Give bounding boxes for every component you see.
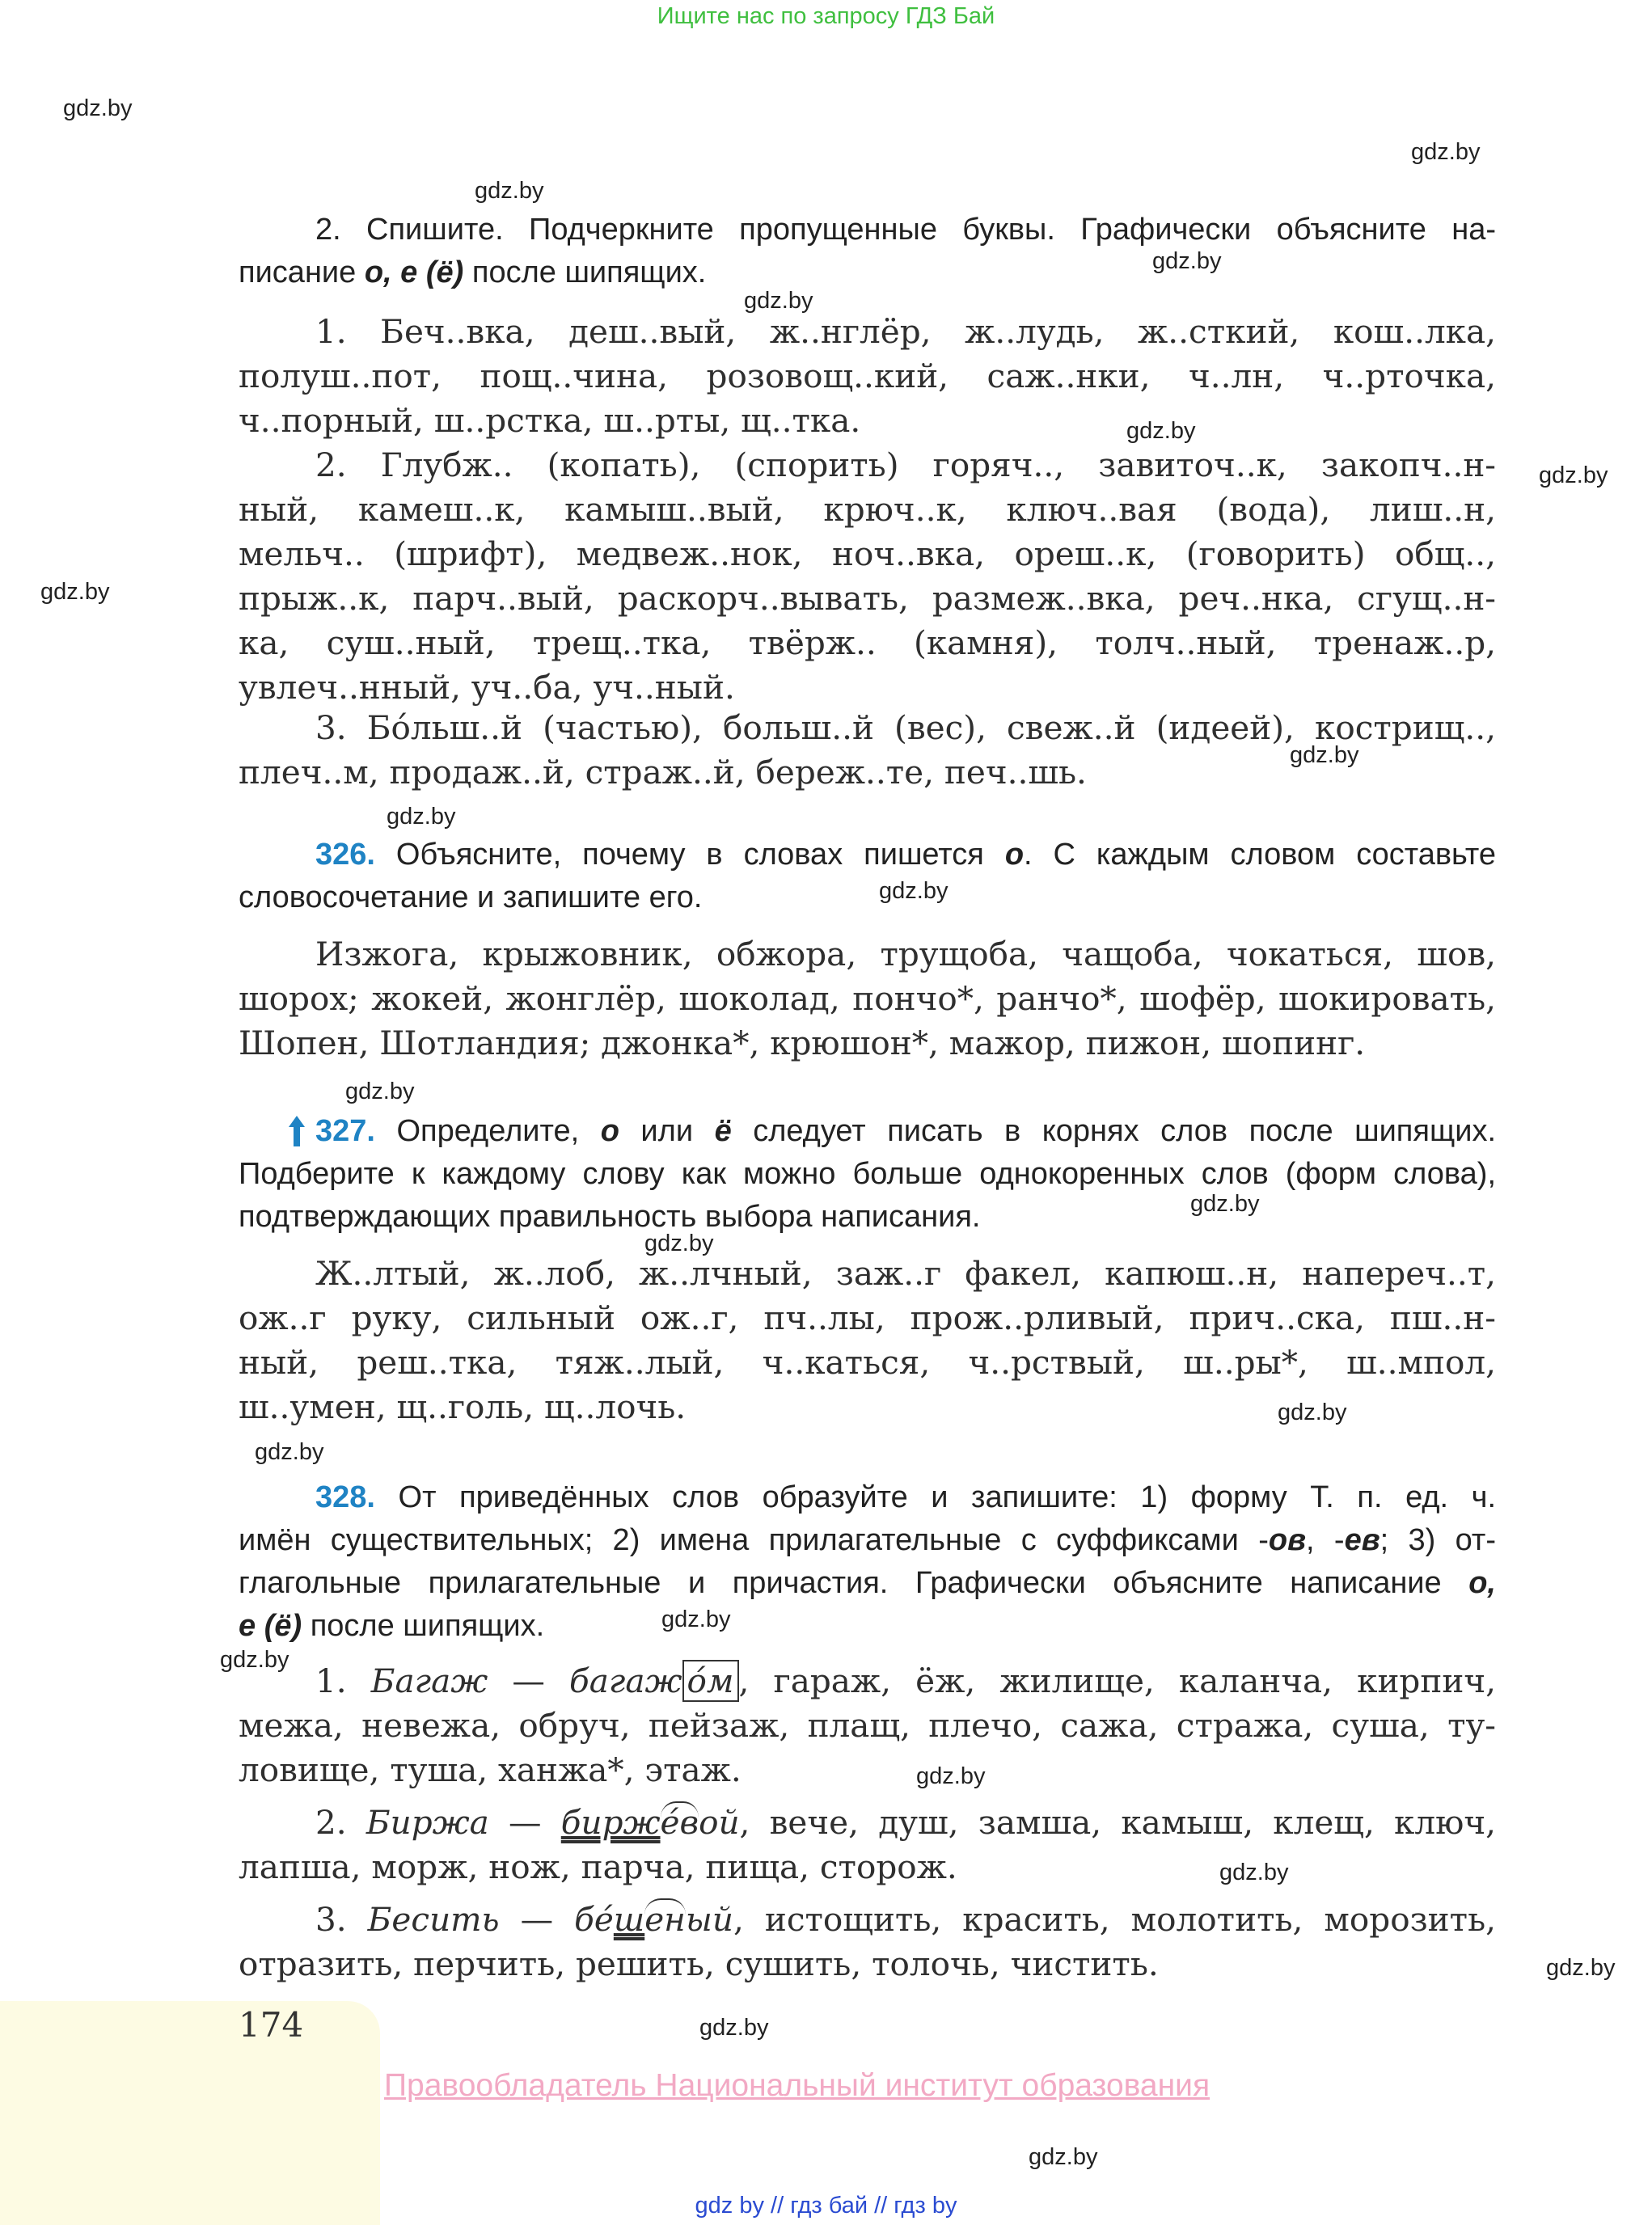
part3-line: 3. Бо́льш..й (частью), больш..й (вес), свеж..й (идеей), кострищ.., [315,708,1496,747]
exercise-326-words [239,932,1496,1066]
ex327-word-line: Ж..лтый, ж..лоб, ж..лчный, заж..г факел, капюш..н, напереч..т, [315,1254,1496,1293]
ex328-p3-line: отразить, перчить, решить, сушить, толочь, чистить. [239,1944,1159,1983]
example-derived-word [569,1660,738,1702]
word-list: , гараж, ёж, жилище, каланча, кирпич, [738,1661,1496,1700]
watermark: gdz.by [345,1079,415,1104]
example-root: ш [613,1900,645,1939]
watermark: gdz.by [744,288,813,314]
watermark: gdz.by [879,878,949,904]
watermark: gdz.by [1219,1860,1289,1885]
ex326-word-line: Шопен, Шотландия; джонка*, крюшон*, мажор, пижон, шопинг. [239,1024,1366,1062]
watermark: gdz.by [63,95,133,121]
ex327-line2: Подберите к каждому слову как можно больше однокоренных слов (форм слова), [239,1157,1496,1191]
part2-line: прыж..к, парч..вый, раскорч..вывать, размеж..вка, реч..нка, сгущ..н- [239,579,1496,618]
ex328-em: е (ё) [239,1609,302,1643]
exercise-326-number: 326. [315,838,375,872]
ex328-text: , - [1306,1523,1345,1557]
word-list: , вече, душ, замша, камыш, клещ, ключ, [739,1803,1496,1842]
ex328-p1-line: ловище, туша, ханжа*, этаж. [239,1750,741,1789]
example-prefix: бе́ [574,1900,614,1939]
ex328-text: ; 3) от- [1379,1523,1496,1557]
watermark: gdz.by [1546,1955,1616,1981]
task2-line1: 2. Спишите. Подчеркните пропущенные буквы. Графически объясните на- [315,213,1496,247]
exercise-328-part1 [239,1659,1496,1792]
ex326-line2: словосочетание и запишите его. [239,880,703,914]
task2-line2-pre: писание [239,255,365,289]
part3-line: плеч..м, продаж..й, страж..й, береж..те, печ..шь. [239,753,1087,792]
ex328-em: ев [1344,1523,1380,1557]
suffix-mark: е́в [660,1803,699,1842]
ending-box: о́м [682,1660,739,1702]
task2-line2-em: о, е (ё) [364,255,464,289]
ex328-p1-line: межа, невежа, обруч, пейзаж, плащ, плечо, сажа, стража, суша, ту- [239,1706,1496,1745]
dash: — [499,1900,575,1939]
page-number: 174 [239,2005,304,2045]
ex326-text: . С каждым словом составьте [1024,838,1496,872]
top-banner[interactable]: Ищите нас по запросу ГДЗ Бай [657,3,995,29]
exercise-328-part2 [239,1801,1496,1889]
ex328-text: после шипящих. [302,1609,545,1643]
example-word: Багаж [370,1661,488,1700]
example-word: Бесить [367,1900,500,1939]
watermark: gdz.by [1539,462,1608,488]
task2-line2-post: после шипящих. [463,255,707,289]
part1-line: ч..порный, ш..рстка, ш..рты, щ..тка. [239,401,861,440]
exercise-327-number: 327. [315,1114,375,1148]
part2-line: увлеч..нный, уч..ба, уч..ный. [239,668,735,707]
part-number: 2. [315,1803,366,1842]
suffix-mark: ен [644,1900,686,1939]
ex327-line3: подтверждающих правильность выбора написания. [239,1200,981,1234]
watermark: gdz.by [475,178,544,204]
ex326-em: о [1004,838,1025,872]
task2-instructions [239,209,1496,294]
copyright-link[interactable]: Правообладатель Национальный институт образования [384,2068,1210,2103]
example-derived-word [574,1898,733,1939]
exercise-327-words [239,1252,1496,1429]
watermark: gdz.by [644,1231,714,1256]
ex327-word-line: ож..г руку, сильный ож..г, пч..лы, прож..рливый, прич..ска, пш..н- [239,1298,1496,1337]
part3-words [239,706,1496,795]
part2-words [239,443,1496,710]
example-root: багаж [569,1661,682,1700]
watermark: gdz.by [387,804,456,830]
ex327-text: или [619,1114,715,1148]
ex327-em: о [600,1114,619,1148]
ex327-em: ё [714,1114,732,1148]
ex328-p2-line: лапша, морж, нож, парча, пища, сторож. [239,1847,957,1886]
exercise-327-instructions [239,1110,1496,1239]
watermark: gdz.by [1411,139,1481,165]
ex326-word-line: Изжога, крыжовник, обжора, трущоба, чащоба, чокаться, шов, [315,935,1496,973]
watermark: gdz.by [1278,1400,1347,1425]
exercise-328-instructions [239,1476,1496,1648]
example-word: Биржа [365,1803,489,1842]
part1-line: полуш..пот, пощ..чина, розовощ..кий, саж..нки, ч..лн, ч..рточка, [239,357,1496,395]
ex328-em: ов [1268,1523,1307,1557]
ex327-word-line: ш..умен, щ..голь, щ..лочь. [239,1387,687,1426]
watermark: gdz.by [255,1439,324,1465]
dash: — [488,1661,570,1700]
watermark: gdz.by [1152,248,1222,274]
exercise-328-part3 [239,1898,1496,1986]
watermark: gdz.by [220,1647,289,1673]
watermark: gdz.by [1290,742,1359,768]
watermark: gdz.by [1029,2144,1098,2170]
part-number: 1. [315,1661,371,1700]
ex328-em: о, [1468,1566,1496,1600]
part1-line: 1. Беч..вка, деш..вый, ж..нглёр, ж..лудь, ж..сткий, кош..лка, [315,312,1496,351]
watermark: gdz.by [1126,418,1196,444]
watermark: gdz.by [661,1606,731,1632]
watermark: gdz.by [1190,1191,1260,1217]
ex327-word-line: ный, реш..тка, тяж..лый, ч..каться, ч..рствый, ш..ры*, ш..мпол, [239,1343,1496,1382]
part2-line: ка, суш..ный, трещ..тка, твёрж.. (камня), толч..ный, тренаж..р, [239,623,1496,662]
ex327-text: Определите, [374,1114,601,1148]
part2-line: ный, камеш..к, камыш..вый, крюч..к, ключ..вая (вода), лиш..н, [239,490,1496,529]
ex328-text: глагольные прилагательные и причастия. Графически объясните написание [239,1566,1469,1600]
exercise-326-instructions [239,834,1496,919]
word-list: , истощить, красить, молотить, морозить, [733,1900,1496,1939]
ex328-text: имён существительных; 2) имена прилагательные с суффиксами - [239,1523,1269,1557]
exercise-328-number: 328. [315,1480,375,1514]
watermark: gdz.by [40,579,110,605]
example-root: бирж [560,1803,661,1842]
watermark: gdz.by [699,2015,769,2041]
ex326-text: Объясните, почему в словах пишется [374,838,1005,872]
bottom-links[interactable]: gdz by // гдз бай // гдз by [695,2193,957,2219]
example-ending: ый [685,1900,733,1939]
watermark: gdz.by [916,1763,986,1789]
dash: — [488,1803,561,1842]
part2-line: мельч.. (шрифт), медвеж..нок, ноч..вка, ореш..к, (говорить) общ.., [239,534,1496,573]
page-corner [0,2001,380,2225]
part2-line: 2. Глубж.. (копать), (спорить) горяч.., завиточ..к, закопч..н- [315,445,1496,484]
example-ending: ой [699,1803,740,1842]
part-number: 3. [315,1900,368,1939]
ex326-word-line: шорох; жокей, жонглёр, шоколад, пончо*, ранчо*, шофёр, шокировать, [239,979,1496,1018]
ex327-text: следует писать в корнях слов после шипящих. [731,1114,1496,1148]
ex328-text: От приведённых слов образуйте и запишите: 1) форму Т. п. ед. ч. [374,1480,1496,1514]
example-derived-word [561,1801,740,1842]
part1-words [239,310,1496,443]
